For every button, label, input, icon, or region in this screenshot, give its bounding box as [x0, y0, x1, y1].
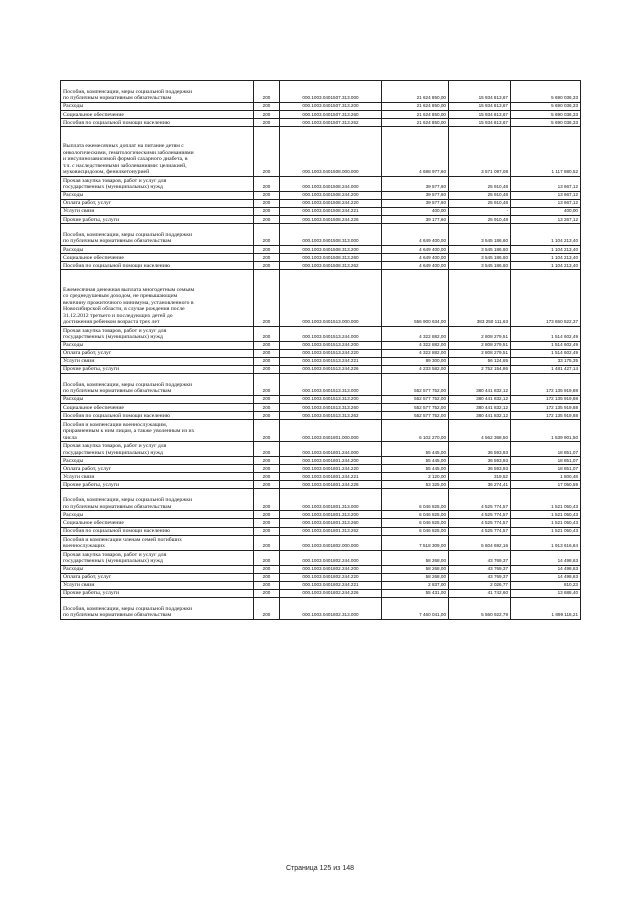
- row-remaining-amount: 5 690 036,33: [511, 110, 581, 118]
- row-description: Пособия, компенсации, меры социальной поддержки по публичным нормативным обязательствам: [61, 373, 254, 395]
- table-row: [61, 191, 581, 199]
- row-executed-amount: 5 560 922,79: [449, 597, 511, 619]
- row-description: Расходы: [61, 511, 254, 519]
- row-description: Социальное обеспечение: [61, 403, 254, 411]
- row-classification-code: 000.1003.0401513.244.220: [280, 349, 382, 357]
- row-classification-code: 000.1003.0401802.244.000: [280, 550, 382, 565]
- table-row: [61, 489, 581, 511]
- row-executed-amount: 56 124,65: [449, 357, 511, 365]
- row-classification-code: 000.1003.0401513.313.260: [280, 403, 382, 411]
- row-description: Расходы: [61, 565, 254, 573]
- row-line-code: 200: [254, 349, 280, 357]
- row-line-code: 200: [254, 550, 280, 565]
- table-row: [61, 224, 581, 246]
- row-classification-code: 000.1003.0401508.244.200: [280, 191, 382, 199]
- row-classification-code: 000.1003.0401801.000.000: [280, 420, 382, 442]
- table-row: [61, 365, 581, 373]
- row-description: Прочие работы, услуги: [61, 481, 254, 489]
- row-executed-amount: 2 808 279,51: [449, 326, 511, 341]
- row-description: Прочая закупка товаров, работ и услуг для государственных (муниципальных) нужд: [61, 550, 254, 565]
- row-classification-code: 000.1003.0401508.313.262: [280, 262, 382, 270]
- table-row: [61, 119, 581, 127]
- row-remaining-amount: 1 913 616,84: [511, 535, 581, 550]
- row-line-code: 200: [254, 442, 280, 457]
- row-approved-amount: 58 268,00: [382, 573, 449, 581]
- table-row: [61, 465, 581, 473]
- page-number: Страница 125 из 148: [285, 865, 355, 872]
- row-classification-code: 000.1003.0401508.244.226: [280, 215, 382, 223]
- table-row: [61, 573, 581, 581]
- row-remaining-amount: 1 800,48: [511, 473, 581, 481]
- row-remaining-amount: 17 050,59: [511, 481, 581, 489]
- row-approved-amount: 2 120,00: [382, 473, 449, 481]
- row-description: Услуги связи: [61, 207, 254, 215]
- row-approved-amount: 4 688 977,60: [382, 127, 449, 177]
- row-classification-code: 000.1003.0401513.313.000: [280, 373, 382, 395]
- row-remaining-amount: 14 498,63: [511, 573, 581, 581]
- table-row: [61, 254, 581, 262]
- row-description: Прочая закупка товаров, работ и услуг для государственных (муниципальных) нужд: [61, 326, 254, 341]
- row-classification-code: 000.1003.0401513.244.226: [280, 365, 382, 373]
- row-classification-code: 000.1003.0401801.244.221: [280, 473, 382, 481]
- table-row: [61, 81, 581, 103]
- row-approved-amount: 58 268,00: [382, 565, 449, 573]
- row-remaining-amount: 1 104 213,40: [511, 262, 581, 270]
- row-classification-code: 000.1003.0401802.000.000: [280, 535, 382, 550]
- table-row: [61, 199, 581, 207]
- table-row: [61, 597, 581, 619]
- row-executed-amount: 319,52: [449, 473, 511, 481]
- row-classification-code: 000.1003.0401513.313.200: [280, 395, 382, 403]
- row-line-code: 200: [254, 473, 280, 481]
- row-line-code: 200: [254, 224, 280, 246]
- row-approved-amount: 39 577,60: [382, 191, 449, 199]
- row-approved-amount: 4 649 400,00: [382, 224, 449, 246]
- row-description: Пособия по социальной помощи населению: [61, 262, 254, 270]
- row-remaining-amount: 13 688,40: [511, 589, 581, 597]
- row-line-code: 200: [254, 465, 280, 473]
- row-line-code: 200: [254, 270, 280, 326]
- row-line-code: 200: [254, 589, 280, 597]
- row-line-code: 200: [254, 489, 280, 511]
- table-row: [61, 457, 581, 465]
- row-description: Оплата работ, услуг: [61, 465, 254, 473]
- row-description: Пособия, компенсации, меры социальной поддержки по публичным нормативным обязательствам: [61, 81, 254, 103]
- row-line-code: 200: [254, 245, 280, 253]
- row-remaining-amount: 13 667,12: [511, 199, 581, 207]
- table-row: [61, 326, 581, 341]
- row-description: Выплата ежемесячных доплат на питание детям с онкологическими, гематологическими заболеваниями и инсулинозависимой формой сахарного диабета, в т.ч. с наследственными заболеваниями: целиакией, муковисцидозом, фенилкетонурией: [61, 127, 254, 177]
- row-executed-amount: 25 910,48: [449, 176, 511, 191]
- row-description: Ежемесячная денежная выплата многодетным семьям со среднедушевым доходом, не превышающим величину прожиточного минимума, установленного в Новосибирской области, в случае рождения после 31.12.2012 третьего и последующих детей до достижения ребенком возраста трех лет: [61, 270, 254, 326]
- row-description: Пособия и компенсации военнослужащим, приравненным к ним лицам, а также уволенным из их числа: [61, 420, 254, 442]
- row-executed-amount: 2 026,77: [449, 581, 511, 589]
- table-row: [61, 519, 581, 527]
- row-approved-amount: 552 577 752,00: [382, 403, 449, 411]
- row-remaining-amount: 173 650 522,37: [511, 270, 581, 326]
- row-remaining-amount: 13 667,12: [511, 176, 581, 191]
- row-line-code: 200: [254, 191, 280, 199]
- row-executed-amount: 3 545 186,60: [449, 262, 511, 270]
- row-remaining-amount: 400,00: [511, 207, 581, 215]
- table-row: [61, 535, 581, 550]
- table-row: [61, 127, 581, 177]
- row-line-code: 200: [254, 527, 280, 535]
- row-remaining-amount: 810,23: [511, 581, 581, 589]
- row-line-code: 200: [254, 341, 280, 349]
- row-line-code: 200: [254, 102, 280, 110]
- row-remaining-amount: 1 899 118,21: [511, 597, 581, 619]
- row-classification-code: 000.1003.0401507.313.260: [280, 110, 382, 118]
- table-row: [61, 357, 581, 365]
- row-classification-code: 000.1003.0401513.244.000: [280, 326, 382, 341]
- table-row: [61, 373, 581, 395]
- row-classification-code: 000.1003.0401802.244.200: [280, 565, 382, 573]
- row-line-code: 200: [254, 511, 280, 519]
- row-description: Услуги связи: [61, 581, 254, 589]
- row-line-code: 200: [254, 215, 280, 223]
- row-approved-amount: 21 624 850,00: [382, 81, 449, 103]
- row-approved-amount: 89 300,00: [382, 357, 449, 365]
- row-approved-amount: 4 649 400,00: [382, 262, 449, 270]
- row-remaining-amount: 1 514 602,49: [511, 341, 581, 349]
- row-executed-amount: 36 593,93: [449, 457, 511, 465]
- table-row: [61, 581, 581, 589]
- table-row: [61, 442, 581, 457]
- row-description: Пособия, компенсации, меры социальной поддержки по публичным нормативным обязательствам: [61, 489, 254, 511]
- row-remaining-amount: 1 514 602,49: [511, 326, 581, 341]
- row-executed-amount: 380 441 832,12: [449, 403, 511, 411]
- row-classification-code: 000.1003.0401801.313.000: [280, 489, 382, 511]
- row-executed-amount: 43 769,37: [449, 573, 511, 581]
- row-line-code: 200: [254, 412, 280, 420]
- table-row: [61, 176, 581, 191]
- row-line-code: 200: [254, 457, 280, 465]
- row-classification-code: 000.1003.0401801.244.226: [280, 481, 382, 489]
- row-approved-amount: 552 577 752,00: [382, 395, 449, 403]
- row-line-code: 200: [254, 119, 280, 127]
- row-remaining-amount: 5 690 036,33: [511, 119, 581, 127]
- row-executed-amount: 4 525 774,57: [449, 489, 511, 511]
- row-description: Пособия по социальной помощи населению: [61, 412, 254, 420]
- row-description: Пособия и компенсации членам семей погибших военнослужащих: [61, 535, 254, 550]
- row-executed-amount: 5 604 692,16: [449, 535, 511, 550]
- row-classification-code: 000.1003.0401801.313.260: [280, 519, 382, 527]
- row-executed-amount: 15 934 813,67: [449, 119, 511, 127]
- table-row: [61, 341, 581, 349]
- table-row: [61, 262, 581, 270]
- row-remaining-amount: 1 481 427,14: [511, 365, 581, 373]
- row-remaining-amount: 1 104 213,40: [511, 245, 581, 253]
- row-description: Оплата работ, услуг: [61, 573, 254, 581]
- row-classification-code: 000.1003.0401508.244.220: [280, 199, 382, 207]
- row-classification-code: 000.1003.0401801.313.262: [280, 527, 382, 535]
- row-approved-amount: 4 322 882,00: [382, 341, 449, 349]
- row-approved-amount: 6 046 825,00: [382, 489, 449, 511]
- row-approved-amount: 55 445,00: [382, 465, 449, 473]
- row-line-code: 200: [254, 357, 280, 365]
- row-remaining-amount: 172 135 919,88: [511, 403, 581, 411]
- row-executed-amount: 4 562 368,50: [449, 420, 511, 442]
- row-executed-amount: 15 934 813,67: [449, 110, 511, 118]
- row-remaining-amount: 1 521 050,43: [511, 527, 581, 535]
- row-line-code: 200: [254, 207, 280, 215]
- row-approved-amount: 400,00: [382, 207, 449, 215]
- table-row: [61, 481, 581, 489]
- row-remaining-amount: 13 667,12: [511, 191, 581, 199]
- row-description: Расходы: [61, 102, 254, 110]
- row-approved-amount: 4 233 582,00: [382, 365, 449, 373]
- row-classification-code: 000.1003.0401513.313.262: [280, 412, 382, 420]
- table-row: [61, 245, 581, 253]
- row-approved-amount: 2 837,00: [382, 581, 449, 589]
- row-line-code: 200: [254, 176, 280, 191]
- table-row: [61, 589, 581, 597]
- row-description: Прочая закупка товаров, работ и услуг для государственных (муниципальных) нужд: [61, 442, 254, 457]
- row-line-code: 200: [254, 420, 280, 442]
- row-classification-code: 000.1003.0401513.244.221: [280, 357, 382, 365]
- row-executed-amount: 36 593,93: [449, 442, 511, 457]
- row-remaining-amount: 18 851,07: [511, 465, 581, 473]
- table-row: [61, 102, 581, 110]
- row-classification-code: 000.1003.0401508.313.000: [280, 224, 382, 246]
- table-row: [61, 412, 581, 420]
- row-approved-amount: 4 649 400,00: [382, 254, 449, 262]
- table-row: [61, 403, 581, 411]
- row-approved-amount: 4 322 882,00: [382, 349, 449, 357]
- row-remaining-amount: 172 135 919,88: [511, 395, 581, 403]
- table-row: [61, 215, 581, 223]
- row-executed-amount: 3 571 097,08: [449, 127, 511, 177]
- row-classification-code: 000.1003.0401802.244.220: [280, 573, 382, 581]
- row-description: Пособия, компенсации, меры социальной поддержки по публичным нормативным обязательствам: [61, 224, 254, 246]
- row-classification-code: 000.1003.0401801.313.200: [280, 511, 382, 519]
- row-classification-code: 000.1003.0401802.244.221: [280, 581, 382, 589]
- row-remaining-amount: 33 175,35: [511, 357, 581, 365]
- row-remaining-amount: 1 117 880,52: [511, 127, 581, 177]
- row-line-code: 200: [254, 535, 280, 550]
- row-remaining-amount: 1 521 050,43: [511, 511, 581, 519]
- row-executed-amount: 25 910,48: [449, 215, 511, 223]
- row-description: Расходы: [61, 395, 254, 403]
- row-approved-amount: 7 460 041,00: [382, 597, 449, 619]
- row-line-code: 200: [254, 81, 280, 103]
- row-line-code: 200: [254, 395, 280, 403]
- table-row: [61, 420, 581, 442]
- row-classification-code: 000.1003.0401801.244.000: [280, 442, 382, 457]
- row-remaining-amount: 172 135 919,88: [511, 373, 581, 395]
- row-description: Прочие работы, услуги: [61, 589, 254, 597]
- row-executed-amount: 4 525 774,57: [449, 519, 511, 527]
- row-executed-amount: 25 910,48: [449, 191, 511, 199]
- table-row: [61, 527, 581, 535]
- row-classification-code: 000.1003.0401507.313.262: [280, 119, 382, 127]
- row-line-code: 200: [254, 403, 280, 411]
- row-approved-amount: 58 268,00: [382, 550, 449, 565]
- row-line-code: 200: [254, 199, 280, 207]
- row-classification-code: 000.1003.0401801.244.200: [280, 457, 382, 465]
- row-executed-amount: 43 769,37: [449, 550, 511, 565]
- row-executed-amount: 380 441 832,12: [449, 395, 511, 403]
- row-classification-code: 000.1003.0401508.313.200: [280, 245, 382, 253]
- row-classification-code: 000.1003.0401508.244.221: [280, 207, 382, 215]
- row-approved-amount: 21 624 850,00: [382, 119, 449, 127]
- table-row: [61, 473, 581, 481]
- row-remaining-amount: 14 498,63: [511, 550, 581, 565]
- row-executed-amount: 380 441 832,12: [449, 412, 511, 420]
- row-approved-amount: 6 046 825,00: [382, 511, 449, 519]
- row-approved-amount: 39 577,60: [382, 176, 449, 191]
- row-remaining-amount: 1 539 901,50: [511, 420, 581, 442]
- row-approved-amount: 21 624 850,00: [382, 110, 449, 118]
- row-executed-amount: 15 934 813,67: [449, 102, 511, 110]
- row-classification-code: 000.1003.0401507.313.200: [280, 102, 382, 110]
- row-executed-amount: 4 525 774,57: [449, 511, 511, 519]
- row-executed-amount: 25 910,48: [449, 199, 511, 207]
- row-executed-amount: 36 593,93: [449, 465, 511, 473]
- row-description: Социальное обеспечение: [61, 519, 254, 527]
- row-approved-amount: 6 046 825,00: [382, 527, 449, 535]
- table-row: [61, 511, 581, 519]
- row-description: Прочие работы, услуги: [61, 365, 254, 373]
- row-executed-amount: -: [449, 207, 511, 215]
- row-approved-amount: 4 322 882,00: [382, 326, 449, 341]
- row-classification-code: 000.1003.0401802.313.000: [280, 597, 382, 619]
- row-line-code: 200: [254, 373, 280, 395]
- row-remaining-amount: 18 851,07: [511, 442, 581, 457]
- row-remaining-amount: 1 514 602,49: [511, 349, 581, 357]
- row-description: Расходы: [61, 457, 254, 465]
- row-remaining-amount: 1 104 213,40: [511, 224, 581, 246]
- row-line-code: 200: [254, 597, 280, 619]
- row-remaining-amount: 172 135 919,88: [511, 412, 581, 420]
- row-classification-code: 000.1003.0401802.244.226: [280, 589, 382, 597]
- row-remaining-amount: 13 267,12: [511, 215, 581, 223]
- row-remaining-amount: 5 690 036,33: [511, 102, 581, 110]
- row-approved-amount: 55 445,00: [382, 442, 449, 457]
- table-row: [61, 550, 581, 565]
- row-executed-amount: 36 274,41: [449, 481, 511, 489]
- row-classification-code: 000.1003.0401508.000.000: [280, 127, 382, 177]
- row-remaining-amount: 1 521 050,43: [511, 489, 581, 511]
- row-description: Пособия по социальной помощи населению: [61, 527, 254, 535]
- row-line-code: 200: [254, 110, 280, 118]
- table-row: [61, 395, 581, 403]
- row-line-code: 200: [254, 519, 280, 527]
- row-remaining-amount: 5 690 036,33: [511, 81, 581, 103]
- row-classification-code: 000.1003.0401513.000.000: [280, 270, 382, 326]
- row-approved-amount: 7 518 309,00: [382, 535, 449, 550]
- row-executed-amount: 383 250 111,63: [449, 270, 511, 326]
- row-executed-amount: 3 545 186,60: [449, 224, 511, 246]
- row-approved-amount: 55 431,00: [382, 589, 449, 597]
- table-row: [61, 270, 581, 326]
- row-remaining-amount: 14 498,63: [511, 565, 581, 573]
- budget-report-table: [60, 80, 581, 620]
- row-classification-code: 000.1003.0401508.244.000: [280, 176, 382, 191]
- row-line-code: 200: [254, 581, 280, 589]
- table-body: [61, 81, 581, 620]
- row-line-code: 200: [254, 573, 280, 581]
- row-line-code: 200: [254, 254, 280, 262]
- row-approved-amount: 6 046 825,00: [382, 519, 449, 527]
- row-description: Услуги связи: [61, 473, 254, 481]
- row-classification-code: 000.1003.0401507.313.000: [280, 81, 382, 103]
- row-description: Услуги связи: [61, 357, 254, 365]
- row-description: Социальное обеспечение: [61, 254, 254, 262]
- row-description: Расходы: [61, 245, 254, 253]
- row-remaining-amount: 1 104 213,40: [511, 254, 581, 262]
- row-executed-amount: 3 545 186,60: [449, 254, 511, 262]
- row-approved-amount: 39 577,60: [382, 199, 449, 207]
- row-executed-amount: 43 769,37: [449, 565, 511, 573]
- row-approved-amount: 552 577 752,00: [382, 373, 449, 395]
- table-row: [61, 349, 581, 357]
- table-row: [61, 110, 581, 118]
- row-remaining-amount: 1 521 050,43: [511, 519, 581, 527]
- row-classification-code: 000.1003.0401513.244.200: [280, 341, 382, 349]
- row-line-code: 200: [254, 365, 280, 373]
- row-executed-amount: 2 752 154,86: [449, 365, 511, 373]
- row-description: Прочая закупка товаров, работ и услуг для государственных (муниципальных) нужд: [61, 176, 254, 191]
- row-remaining-amount: 18 851,07: [511, 457, 581, 465]
- row-classification-code: 000.1003.0401801.244.220: [280, 465, 382, 473]
- table-row: [61, 565, 581, 573]
- row-executed-amount: 15 934 813,67: [449, 81, 511, 103]
- row-line-code: 200: [254, 326, 280, 341]
- row-approved-amount: 6 102 270,00: [382, 420, 449, 442]
- row-executed-amount: 2 808 279,51: [449, 341, 511, 349]
- row-description: Оплата работ, услуг: [61, 349, 254, 357]
- row-approved-amount: 21 624 850,00: [382, 102, 449, 110]
- row-description: Расходы: [61, 191, 254, 199]
- row-line-code: 200: [254, 481, 280, 489]
- row-approved-amount: 556 900 634,00: [382, 270, 449, 326]
- row-executed-amount: 41 742,60: [449, 589, 511, 597]
- row-description: Оплата работ, услуг: [61, 199, 254, 207]
- row-approved-amount: 53 325,00: [382, 481, 449, 489]
- row-line-code: 200: [254, 565, 280, 573]
- row-executed-amount: 3 545 186,60: [449, 245, 511, 253]
- row-description: Пособия по социальной помощи населению: [61, 119, 254, 127]
- row-approved-amount: 55 445,00: [382, 457, 449, 465]
- row-line-code: 200: [254, 262, 280, 270]
- row-classification-code: 000.1003.0401508.313.260: [280, 254, 382, 262]
- row-executed-amount: 380 441 832,12: [449, 373, 511, 395]
- row-description: Расходы: [61, 341, 254, 349]
- row-description: Пособия, компенсации, меры социальной поддержки по публичным нормативным обязательствам: [61, 597, 254, 619]
- row-approved-amount: 552 577 752,00: [382, 412, 449, 420]
- row-description: Прочие работы, услуги: [61, 215, 254, 223]
- row-line-code: 200: [254, 127, 280, 177]
- row-executed-amount: 4 525 774,57: [449, 527, 511, 535]
- row-description: Социальное обеспечение: [61, 110, 254, 118]
- row-executed-amount: 2 808 279,51: [449, 349, 511, 357]
- row-approved-amount: 39 177,60: [382, 215, 449, 223]
- table-row: [61, 207, 581, 215]
- row-approved-amount: 4 649 400,00: [382, 245, 449, 253]
